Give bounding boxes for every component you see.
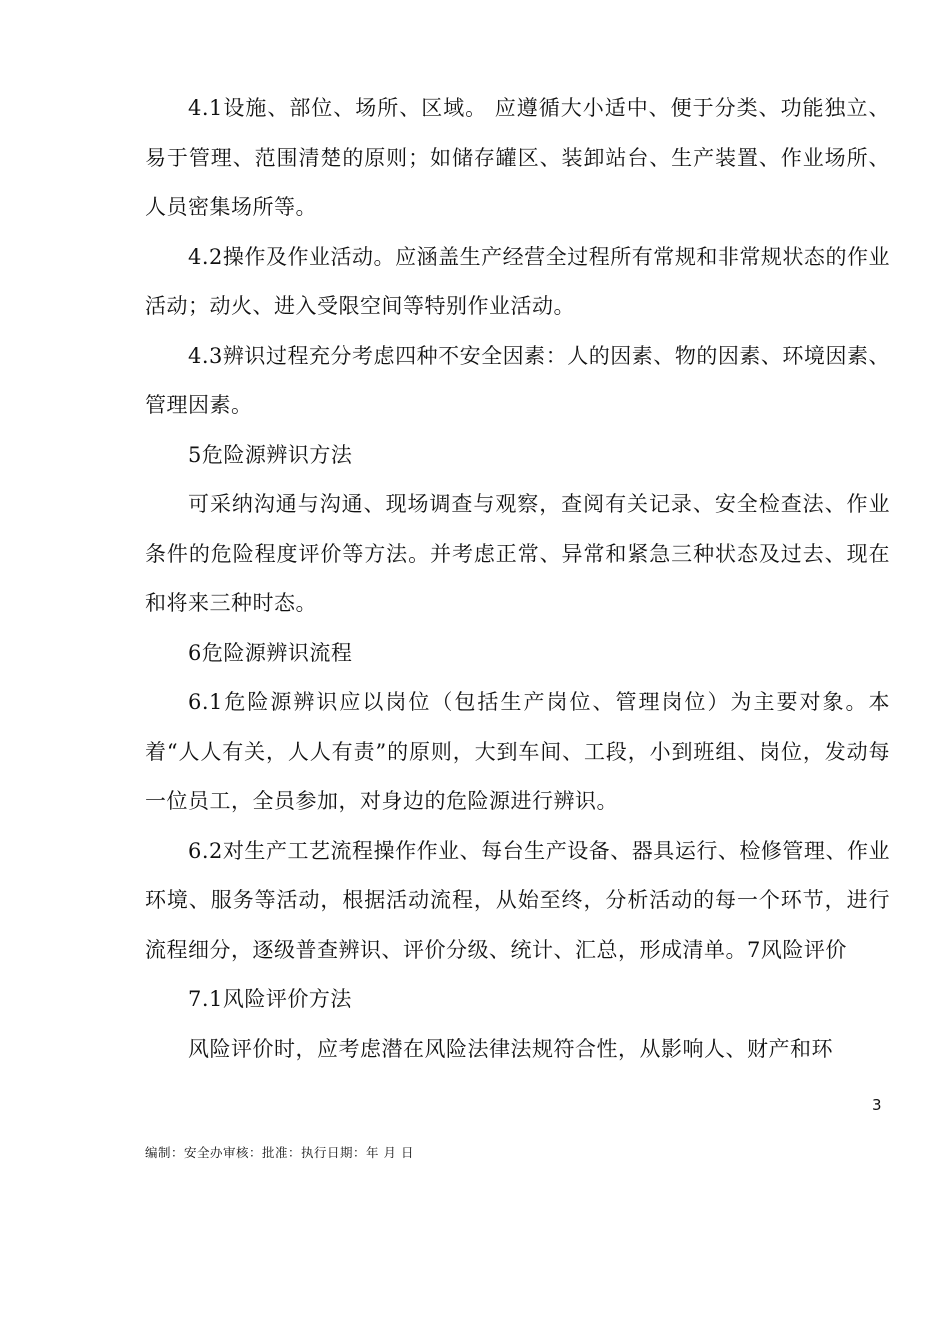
footer-approval-line: 编制：安全办审核：批准：执行日期：年 月 日 bbox=[145, 1145, 414, 1160]
paragraph-4-3: 4.3辨识过程充分考虑四种不安全因素：人的因素、物的因素、环境因素、管理因素。 bbox=[145, 343, 890, 417]
paragraph-5-body: 可采纳沟通与沟通、现场调查与观察，查阅有关记录、安全检查法、作业条件的危险程度评价等方法。并考虑正常、异常和紧急三种状态及过去、现在和将来三种时态。 bbox=[145, 492, 890, 615]
paragraph-6-1: 6.1危险源辨识应以岗位（包括生产岗位、管理岗位）为主要对象。本着“人人有关，人人有责”的原则，大到车间、工段，小到班组、岗位，发动每一位员工，全员参加，对身边的危险源进行辨识。 bbox=[145, 690, 890, 813]
document-body bbox=[145, 84, 890, 1074]
paragraph-4-1: 4.1设施、部位、场所、区域。 应遵循大小适中、便于分类、功能独立、易于管理、范围清楚的原则；如储存罐区、装卸站台、生产装置、作业场所、人员密集场所等。 bbox=[145, 96, 890, 219]
page-number: 3 bbox=[872, 1096, 882, 1114]
section-heading-7-1: 7.1风险评价方法 bbox=[188, 987, 352, 1011]
paragraph-7-1-body: 风险评价时，应考虑潜在风险法律法规符合性，从影响人、财产和环 bbox=[188, 1036, 833, 1061]
paragraph-6-2: 6.2对生产工艺流程操作作业、每台生产设备、器具运行、检修管理、作业环境、服务等活动，根据活动流程，从始至终，分析活动的每一个环节，进行流程细分，逐级普查辨识、评价分级、统计、汇总，形成清单。7风险评价 bbox=[145, 838, 890, 962]
section-heading-6: 6危险源辨识流程 bbox=[188, 640, 353, 665]
paragraph-4-2: 4.2操作及作业活动。应涵盖生产经营全过程所有常规和非常规状态的作业活动；动火、进入受限空间等特别作业活动。 bbox=[145, 244, 890, 318]
section-heading-5: 5危险源辨识方法 bbox=[188, 442, 353, 467]
